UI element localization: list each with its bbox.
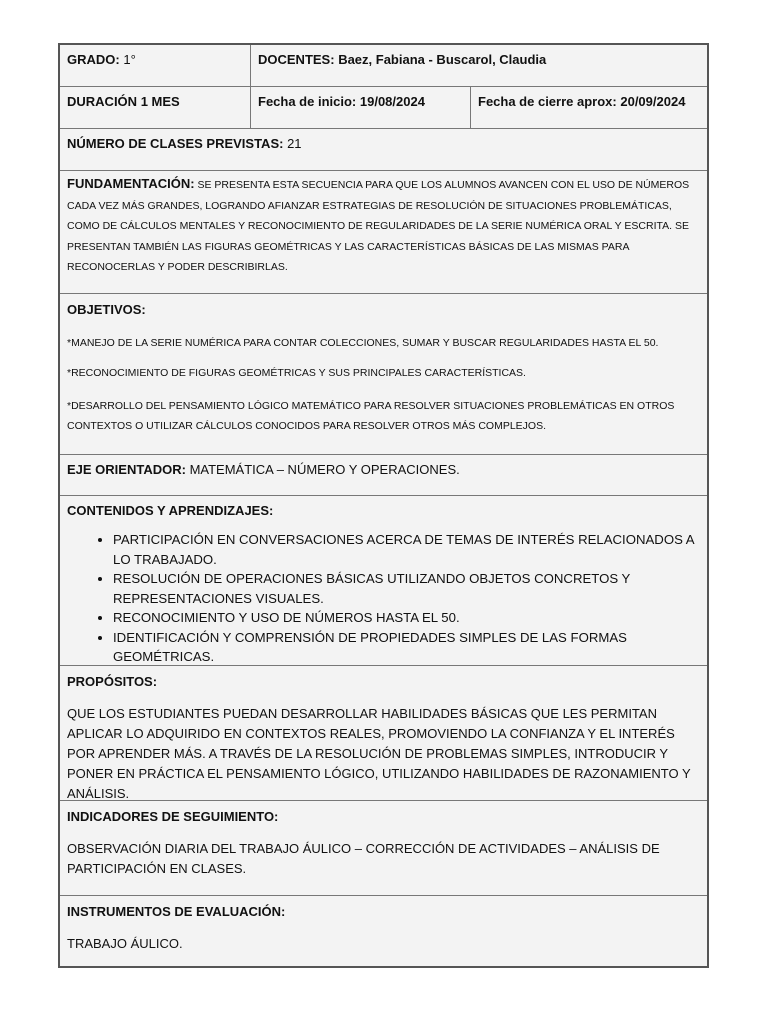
row-clases (60, 129, 707, 171)
duracion-label: DURACIÓN (67, 94, 138, 109)
row-objetivos (60, 294, 707, 455)
fecha-cierre-cell (470, 87, 707, 128)
contenidos-list (67, 530, 700, 667)
propositos-label: PROPÓSITOS: (67, 674, 158, 689)
fecha-cierre-label: Fecha de cierre aprox: (478, 94, 617, 109)
list-item: • RESOLUCIÓN DE OPERACIONES BÁSICAS UTILIZANDO OBJETOS CONCRETOS Y REPRESENTACIONES VISUALES. (113, 569, 700, 608)
objetivos-cell (60, 294, 707, 443)
row-instrumentos (60, 896, 707, 966)
objetivo-item: *RECONOCIMIENTO DE FIGURAS GEOMÉTRICAS Y SUS PRINCIPALES CARACTERÍSTICAS. (67, 367, 526, 379)
propositos-cell (60, 666, 707, 810)
fundamentacion-label: FUNDAMENTACIÓN: (67, 176, 195, 191)
indicadores-label: INDICADORES DE SEGUIMIENTO: (67, 809, 279, 824)
clases-value: 21 (287, 136, 302, 151)
clases-label: NÚMERO DE CLASES PREVISTAS: (67, 136, 284, 151)
grado-label: GRADO: (67, 52, 120, 67)
row-grado-docentes (60, 45, 707, 87)
contenidos-cell (60, 496, 707, 673)
row-fundamentacion (60, 171, 707, 294)
instrumentos-label: INSTRUMENTOS DE EVALUACIÓN: (67, 904, 286, 919)
eje-value: MATEMÁTICA – NÚMERO Y OPERACIONES. (189, 462, 460, 477)
objetivo-item: *DESARROLLO DEL PENSAMIENTO LÓGICO MATEMÁTICO PARA RESOLVER SITUACIONES PROBLEMÁTICAS EN OTROS CONTEXTOS O UTILIZAR CÁLCULOS CONOCIDOS PARA RESOLVER OTROS MÁS COMPLEJOS. (67, 399, 675, 432)
row-duracion-fechas (60, 87, 707, 129)
indicadores-cell (60, 801, 707, 885)
objetivos-label: OBJETIVOS: (67, 302, 146, 317)
row-propositos (60, 666, 707, 801)
list-item: • PARTICIPACIÓN EN CONVERSACIONES ACERCA DE TEMAS DE INTERÉS RELACIONADOS A LO TRABAJADO. (113, 530, 700, 569)
clases-cell (60, 129, 707, 159)
list-item: • RECONOCIMIENTO Y USO DE NÚMEROS HASTA EL 50. (113, 608, 700, 628)
indicadores-text: OBSERVACIÓN DIARIA DEL TRABAJO ÁULICO – CORRECCIÓN DE ACTIVIDADES – ANÁLISIS DE PARTICIPACIÓN EN CLASES. (67, 841, 660, 876)
docentes-cell (250, 45, 707, 86)
grado-value: 1° (123, 52, 136, 67)
docentes-value: Baez, Fabiana - Buscarol, Claudia (338, 52, 547, 67)
row-indicadores (60, 801, 707, 896)
contenidos-label: CONTENIDOS Y APRENDIZAJES: (67, 503, 274, 518)
instrumentos-text: TRABAJO ÁULICO. (67, 936, 183, 951)
row-eje (60, 455, 707, 496)
fecha-cierre-value: 20/09/2024 (620, 94, 686, 109)
fecha-inicio-label: Fecha de inicio: (258, 94, 357, 109)
eje-cell (60, 455, 707, 485)
planning-table (58, 43, 709, 968)
fecha-inicio-cell (250, 87, 470, 128)
fundamentacion-text: SE PRESENTA ESTA SECUENCIA PARA QUE LOS ALUMNOS AVANCEN CON EL USO DE NÚMEROS CADA VEZ MÁS GRANDES, LOGRANDO AFIANZAR ESTRATEGIAS DE RESOLUCIÓN DE SITUACIONES PROBLEMÁTICAS, COMO DE CÁLCULOS MENTALES Y RECONOCIMIENTO DE REGULARIDADES DE LA SERIE NUMÉRICA ORAL Y ESCRITA. SE PRESENTAN TAMBIÉN LAS FIGURAS GEOMÉTRICAS Y LAS CARACTERÍSTICAS BÁSICAS DE LAS MISMAS PARA RECONOCERLAS Y PODER DESCRIBIRLAS. (67, 179, 690, 273)
objetivo-item: *MANEJO DE LA SERIE NUMÉRICA PARA CONTAR COLECCIONES, SUMAR Y BUSCAR REGULARIDADES HASTA EL 50. (67, 336, 659, 349)
row-contenidos (60, 496, 707, 666)
grado-cell (60, 45, 250, 86)
duracion-cell (60, 87, 250, 128)
propositos-text: QUE LOS ESTUDIANTES PUEDAN DESARROLLAR HABILIDADES BÁSICAS QUE LES PERMITAN APLICAR LO ADQUIRIDO EN CONTEXTOS REALES, PROMOVIENDO LA CONFIANZA Y EL INTERÉS POR APRENDER MÁS. A TRAVÉS DE LA RESOLUCIÓN DE PROBLEMAS SIMPLES, INTRODUCIR Y PONER EN PRÁCTICA EL PENSAMIENTO LÓGICO, UTILIZANDO HABILIDADES DE RAZONAMIENTO Y ANÁLISIS. (67, 706, 691, 801)
instrumentos-cell (60, 896, 707, 960)
docentes-label: DOCENTES: (258, 52, 335, 67)
duracion-value: 1 MES (140, 94, 180, 109)
fecha-inicio-value: 19/08/2024 (359, 94, 425, 109)
list-item: • IDENTIFICACIÓN Y COMPRENSIÓN DE PROPIEDADES SIMPLES DE LAS FORMAS GEOMÉTRICAS. (113, 628, 700, 667)
eje-label: EJE ORIENTADOR: (67, 462, 186, 477)
fundamentacion-cell (60, 171, 707, 284)
